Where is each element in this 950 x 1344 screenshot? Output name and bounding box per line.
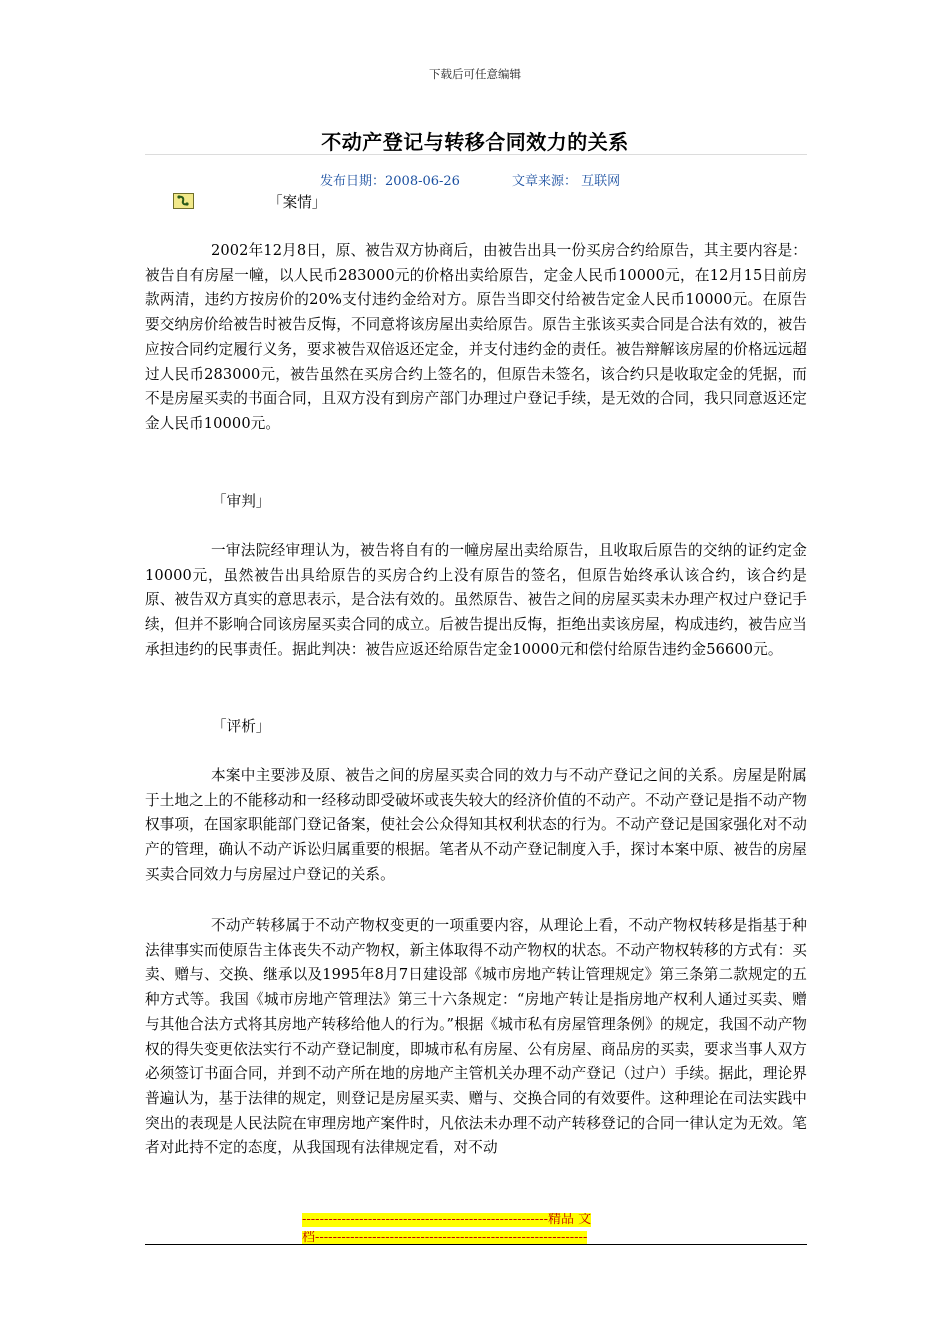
section-analysis-label: 「评析」	[212, 718, 271, 735]
page-title: 不动产登记与转移合同效力的关系	[321, 130, 629, 154]
title-divider	[145, 154, 807, 155]
footer-line-2: 档--------------------------------------------------------------	[302, 1231, 588, 1245]
document-link-icon[interactable]	[173, 193, 194, 209]
section-trial-label: 「审判」	[212, 493, 271, 510]
header-note: 下载后可任意编辑	[429, 67, 521, 81]
case-paragraph: 2002年12月8日，原、被告双方协商后，由被告出具一份买房合约给原告，其主要内容是：被告自有房屋一幢，以人民币283000元的价格出卖给原告，定金人民币10000元，在12月15日前房款两清，违约方按房价的20%支付违约金给对方。原告当即交付给被告定金人民币10000元。在原告要交纳房价给被告时被告反悔，不同意将该房屋出卖给原告。原告主张该买卖合同是合法有效的，被告应按合同约定履行义务，要求被告双倍返还定金，并支付违约金的责任。被告辩解该房屋的价格远远超过人民币283000元，被告虽然在买房合约上签名的，但原告未签名，该合约只是收取定金的凭据，而不是房屋买卖的书面合同，且双方没有到房产部门办理过户登记手续，是无效的合同，我只同意返还定金人民币10000元。	[145, 242, 807, 432]
section-case-label: 「案情」	[268, 194, 327, 211]
footer-line-1: --------------------------------------------------------精品 文	[302, 1213, 592, 1227]
publish-date: 发布日期：2008-06-26	[320, 174, 460, 189]
article-source: 文章来源： 互联网	[512, 174, 621, 189]
footer-divider	[145, 1244, 807, 1245]
trial-paragraph: 一审法院经审理认为，被告将自有的一幢房屋出卖给原告，且收取后原告的交纳的证约定金10000元，虽然被告出具给原告的买房合约上没有原告的签名，但原告始终承认该合约，该合约是原、被告双方真实的意思表示，是合法有效的。虽然原告、被告之间的房屋买卖未办理产权过户登记手续，但并不影响合同该房屋买卖合同的成立。后被告提出反悔，拒绝出卖该房屋，构成违约，被告应当承担违约的民事责任。据此判决：被告应返还给原告定金10000元和偿付给原告违约金56600元。	[145, 542, 807, 658]
transfer-paragraph: 不动产转移属于不动产物权变更的一项重要内容，从理论上看，不动产物权转移是指基于种法律事实而使原告主体丧失不动产物权，新主体取得不动产物权的状态。不动产物权转移的方式有：买卖、赠与、交换、继承以及1995年8月7日建设部《城市房地产转让管理规定》第三条第二款规定的五种方式等。我国《城市房地产管理法》第三十六条规定：“房地产转让是指房地产权利人通过买卖、赠与其他合法方式将其房地产转移给他人的行为。”根据《城市私有房屋管理条例》的规定，我国不动产物权的得失变更依法实行不动产登记制度，即城市私有房屋、公有房屋、商品房的买卖，要求当事人双方必须签订书面合同，并到不动产所在地的房地产主管机关办理不动产登记（过户）手续。据此，理论界普遍认为，基于法律的规定，则登记是房屋买卖、赠与、交换合同的有效要件。这种理论在司法实践中突出的表现是人民法院在审理房地产案件时，凡依法未办理不动产转移登记的合同一律认定为无效。笔者对此持不定的态度，从我国现有法律规定看，对不动	[145, 917, 807, 1157]
analysis-paragraph: 本案中主要涉及原、被告之间的房屋买卖合同的效力与不动产登记之间的关系。房屋是附属于土地之上的不能移动和一经移动即受破坏或丧失较大的经济价值的不动产。不动产登记是指不动产物权事项，在国家职能部门登记备案，使社会公众得知其权利状态的行为。不动产登记是国家强化对不动产的管理，确认不动产诉讼归属重要的根据。笔者从不动产登记制度入手，探讨本案中原、被告的房屋买卖合同效力与房屋过户登记的关系。	[145, 767, 807, 883]
